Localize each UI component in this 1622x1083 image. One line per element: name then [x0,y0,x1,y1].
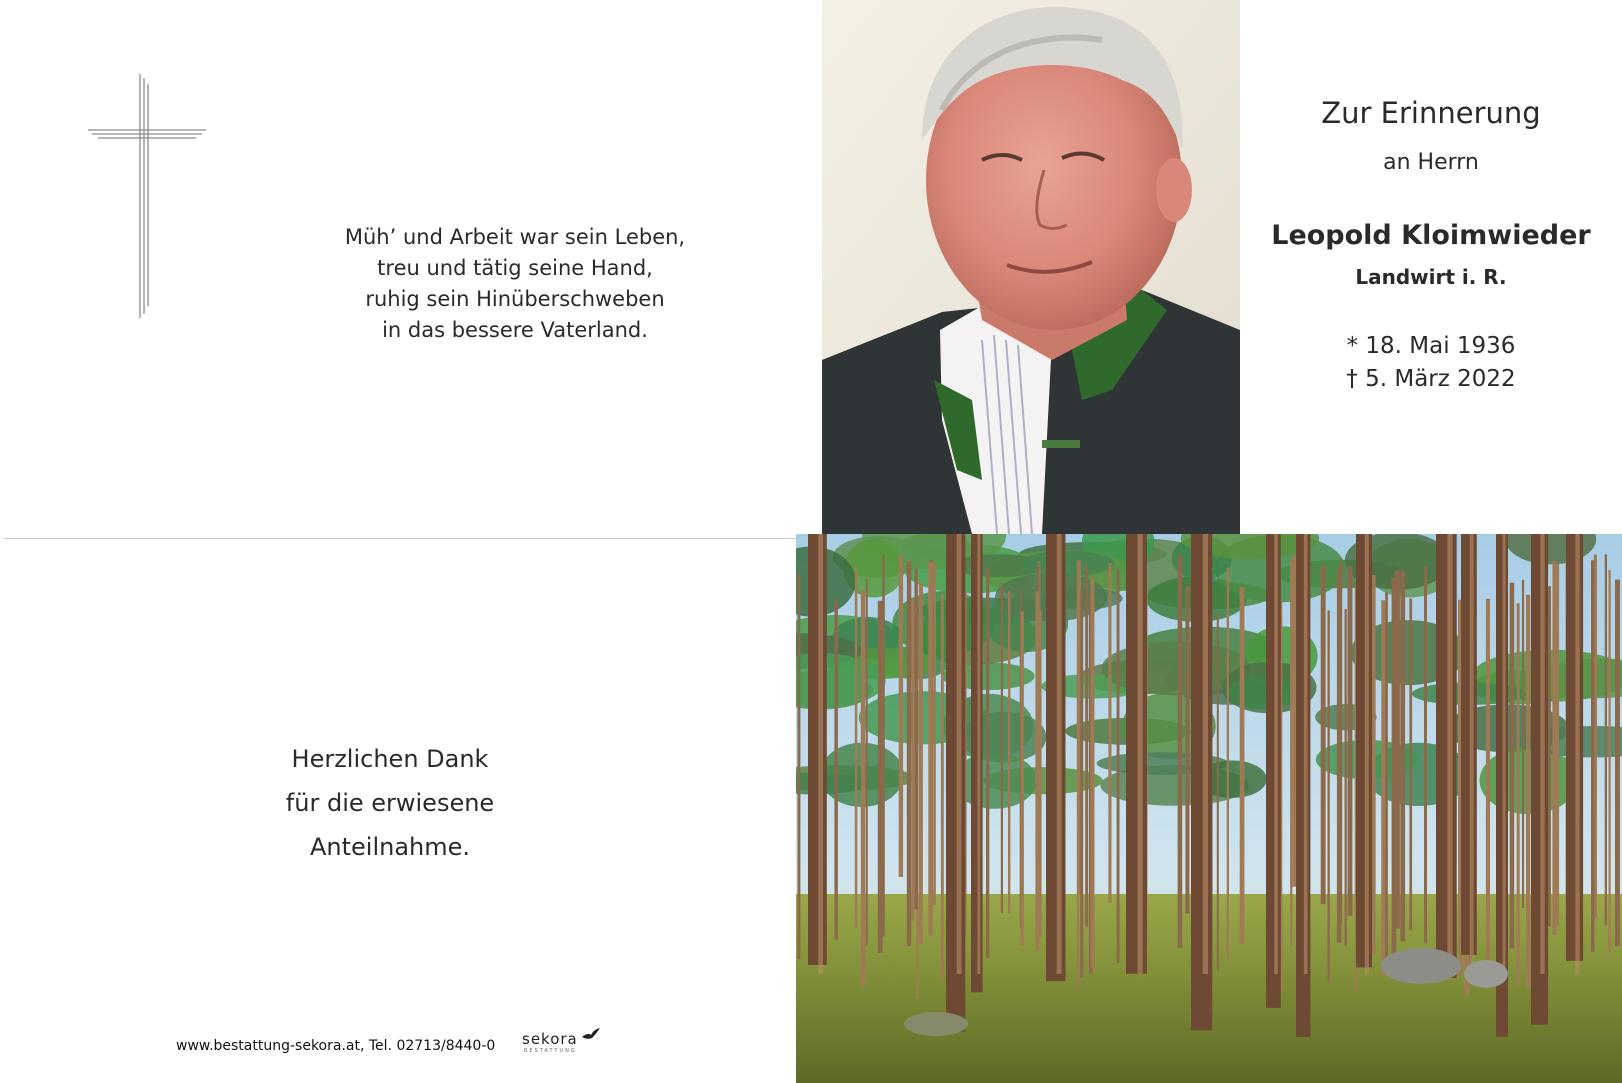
footer-contact: www.bestattung-sekora.at, Tel. 02713/8440-0 [176,1038,496,1054]
tree-trunk [1108,563,1111,903]
tree-trunk [1526,595,1530,988]
thanks-line: für die erwiesene [285,789,495,817]
trunk-highlight [977,534,980,974]
tree-trunk [1385,592,1388,974]
tree-trunk [1178,555,1183,948]
thanks-message [230,737,550,869]
tree-trunk [1605,554,1607,925]
tree-trunk [1266,534,1281,1008]
trunk-highlight [1304,534,1308,974]
trunk-highlight [1203,534,1208,974]
tree-trunk [882,555,885,937]
tree-trunk [928,562,932,936]
deceased-name: Leopold Kloimwieder [1271,220,1591,251]
tree-trunk [1021,612,1024,946]
tree-trunk [1340,559,1342,925]
trunk-highlight [1503,534,1506,974]
tree-trunk [1552,561,1556,935]
tree-trunk [1436,534,1457,978]
death-date: † 5. März 2022 [1346,366,1516,392]
tree-trunk [1609,570,1611,953]
tree-trunk [1510,583,1515,949]
tree-trunk [1496,534,1508,1037]
trunk-highlight [1057,534,1062,974]
tree-trunk [1591,560,1595,952]
tree-trunk [1191,534,1212,1030]
tree-trunk [798,573,801,959]
tree-trunk [1395,570,1400,928]
tree-trunk [1615,580,1620,947]
tree-trunk [1126,534,1147,974]
tree-trunk [911,599,914,921]
trunk-highlight [1470,534,1474,974]
tree-trunk [1117,569,1120,963]
tree-trunk [971,534,983,992]
bird-icon [582,1028,600,1042]
birth-date: * 18. Mai 1936 [1346,333,1516,359]
tree-trunk [1486,599,1490,967]
tree-trunk [1356,534,1372,967]
tree-trunk [1091,578,1095,968]
tree-trunk [808,534,827,965]
tree-trunk [1001,583,1003,913]
thanks-line: Anteilnahme. [309,833,471,861]
tree-trunk [866,579,868,946]
tree-trunk [1566,534,1583,961]
tree-trunk [933,563,936,905]
tree-trunk [1227,567,1229,957]
tree-trunk [1240,587,1245,944]
tree-trunk [1328,610,1330,980]
tree-trunk [946,534,965,1032]
tree-trunk [1461,534,1477,955]
trunk-highlight [1540,534,1544,974]
portrait-photo [822,0,1240,534]
poem-line: treu und tätig seine Hand, [377,256,653,280]
tree-trunk [1321,565,1326,904]
trunk-highlight [1447,534,1452,974]
tree-trunk [1185,586,1189,914]
trunk-highlight [1365,534,1369,974]
foliage [1227,677,1299,710]
tree-trunk [1046,534,1066,981]
tree-trunk [1080,589,1083,978]
tree-trunk [1348,567,1353,916]
tree-trunk [986,568,989,959]
tree-trunk [1400,571,1405,942]
tree-trunk [834,600,838,939]
tree-trunk [1517,603,1520,986]
trunk-highlight [1274,534,1278,974]
tree-trunk [855,567,858,928]
tree-trunk [1531,534,1548,1025]
tree-trunk [861,590,866,986]
tree-trunk [1522,580,1524,908]
tree-trunk [1424,567,1427,943]
poem-line: Müh’ und Arbeit war sein Leben, [344,225,686,249]
tree-trunk [907,561,912,946]
salutation: an Herrn [1383,150,1479,175]
occupation: Landwirt i. R. [1355,265,1507,289]
cross-icon [88,74,206,318]
thanks-line: Herzlichen Dank [291,745,489,773]
fold-line [4,538,800,539]
memorial-heading: Zur Erinnerung [1321,96,1541,130]
tree-trunk [1085,566,1088,927]
trunk-highlight [1575,534,1579,974]
tree-trunk [1296,534,1310,1037]
tree-trunk [1008,591,1010,913]
tree-trunk [1077,596,1079,987]
tree-trunk [914,569,918,910]
poem-line: ruhig sein Hinüberschweben [365,287,665,311]
trunk-highlight [818,534,823,974]
tree-trunk [1409,599,1412,931]
tree-trunk [919,583,923,944]
poem [300,222,730,346]
tree-trunk [941,594,944,978]
tree-trunk [1557,564,1560,925]
poem-line: in das bessere Vaterland. [382,318,648,342]
logo-text: sekora [522,1030,578,1048]
trunk-highlight [957,534,962,974]
tree-trunk [1035,591,1039,950]
sekora-logo [522,1030,602,1056]
tree-trunk [878,601,883,953]
foliage [1021,551,1114,576]
tree-trunk [1345,609,1347,946]
trunk-highlight [1138,534,1143,974]
logo-subtext: BESTATTUNG [524,1048,577,1054]
tree-trunk [1217,613,1219,970]
tree-trunk [1292,556,1296,887]
tree-trunk [1381,600,1385,975]
forest-photo [796,534,1622,1083]
tree-trunk [899,555,903,877]
tree-trunk [1290,560,1292,946]
